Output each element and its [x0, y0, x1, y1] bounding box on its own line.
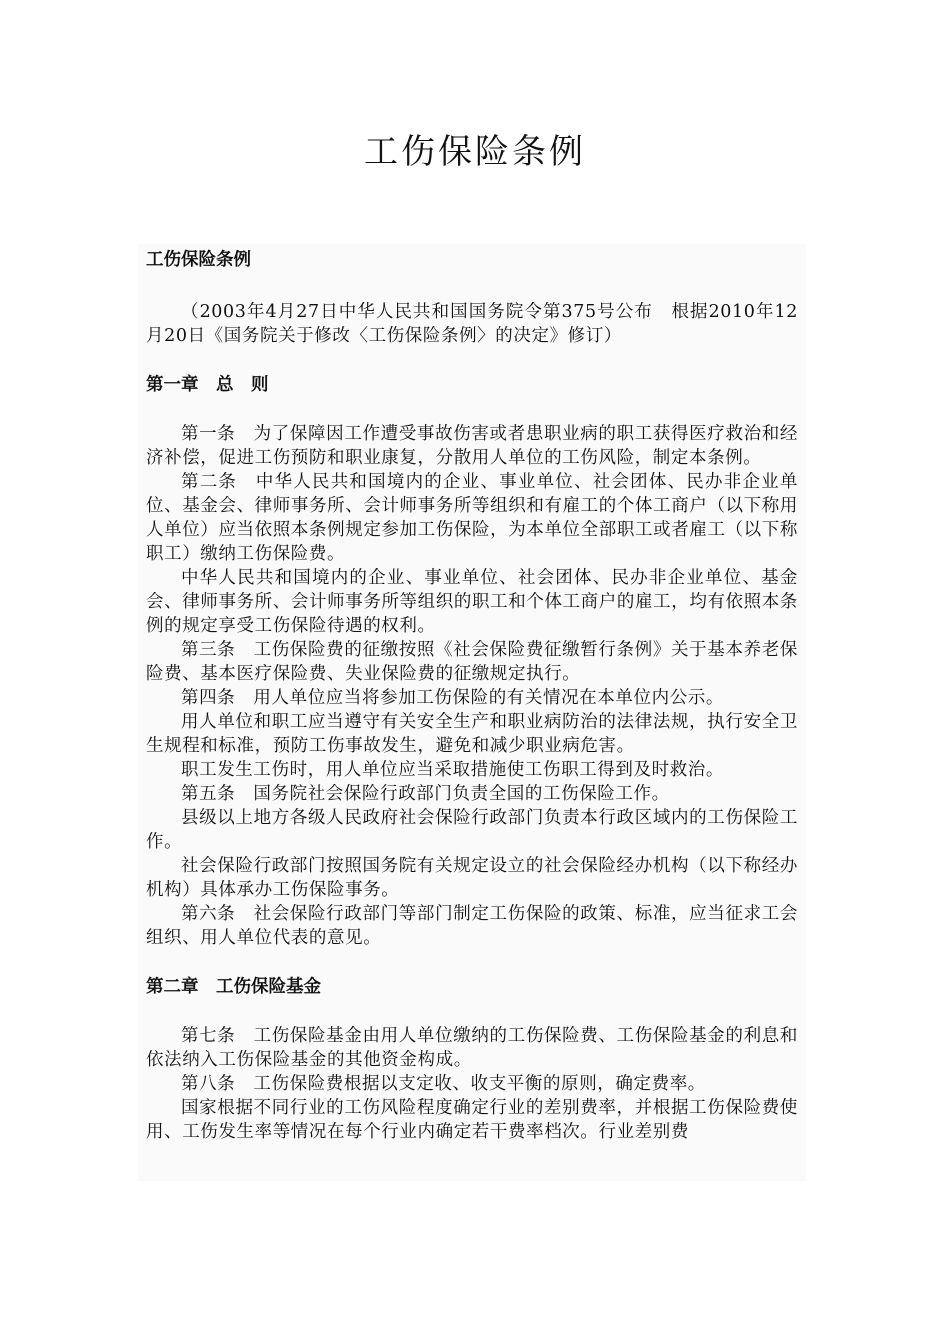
document-title: 工伤保险条例: [364, 132, 586, 172]
document-body: [138, 244, 806, 1181]
article-paragraph: 第五条 国务院社会保险行政部门负责全国的工伤保险工作。: [181, 784, 670, 804]
article-paragraph: 第八条 工伤保险费根据以支定收、收支平衡的原则，确定费率。: [181, 1074, 706, 1094]
article-paragraph: 第六条 社会保险行政部门等部门制定工伤保险的政策、标准，应当征求工会组织、用人单位代表的意见。: [146, 904, 798, 948]
chapter-heading: 第一章 总 则: [146, 375, 269, 395]
article-paragraph: 第一条 为了保障因工作遭受事故伤害或者患职业病的职工获得医疗救治和经济补偿，促进工伤预防和职业康复，分散用人单位的工伤风险，制定本条例。: [146, 424, 798, 468]
revision-note: （2003年4月27日中华人民共和国国务院令第375号公布 根据2010年12月20日《国务院关于修改〈工伤保险条例〉的决定》修订）: [146, 302, 798, 346]
article-paragraph: 县级以上地方各级人民政府社会保险行政部门负责本行政区域内的工伤保险工作。: [146, 808, 798, 852]
article-paragraph: 职工发生工伤时，用人单位应当采取措施使工伤职工得到及时救治。: [181, 760, 724, 780]
chapter-heading: 第二章 工伤保险基金: [146, 977, 321, 997]
article-paragraph: 第七条 工伤保险基金由用人单位缴纳的工伤保险费、工伤保险基金的利息和依法纳入工伤保险基金的其他资金构成。: [146, 1026, 798, 1070]
article-paragraph: 社会保险行政部门按照国务院有关规定设立的社会保险经办机构（以下称经办机构）具体承办工伤保险事务。: [146, 856, 798, 900]
article-paragraph: 第二条 中华人民共和国境内的企业、事业单位、社会团体、民办非企业单位、基金会、律师事务所、会计师事务所等组织和有雇工的个体工商户（以下称用人单位）应当依照本条例规定参加工伤保险，为本单位全部职工或者雇工（以下称职工）缴纳工伤保险费。: [146, 472, 798, 564]
article-paragraph: 国家根据不同行业的工伤风险程度确定行业的差别费率，并根据工伤保险费使用、工伤发生率等情况在每个行业内确定若干费率档次。行业差别费: [146, 1098, 798, 1142]
article-paragraph: 用人单位和职工应当遵守有关安全生产和职业病防治的法律法规，执行安全卫生规程和标准，预防工伤事故发生，避免和减少职业病危害。: [146, 712, 798, 756]
article-paragraph: 第三条 工伤保险费的征缴按照《社会保险费征缴暂行条例》关于基本养老保险费、基本医疗保险费、失业保险费的征缴规定执行。: [146, 640, 798, 684]
article-paragraph: 中华人民共和国境内的企业、事业单位、社会团体、民办非企业单位、基金会、律师事务所、会计师事务所等组织的职工和个体工商户的雇工，均有依照本条例的规定享受工伤保险待遇的权利。: [146, 568, 798, 636]
section-heading: 工伤保险条例: [146, 250, 251, 270]
article-paragraph: 第四条 用人单位应当将参加工伤保险的有关情况在本单位内公示。: [181, 688, 724, 708]
